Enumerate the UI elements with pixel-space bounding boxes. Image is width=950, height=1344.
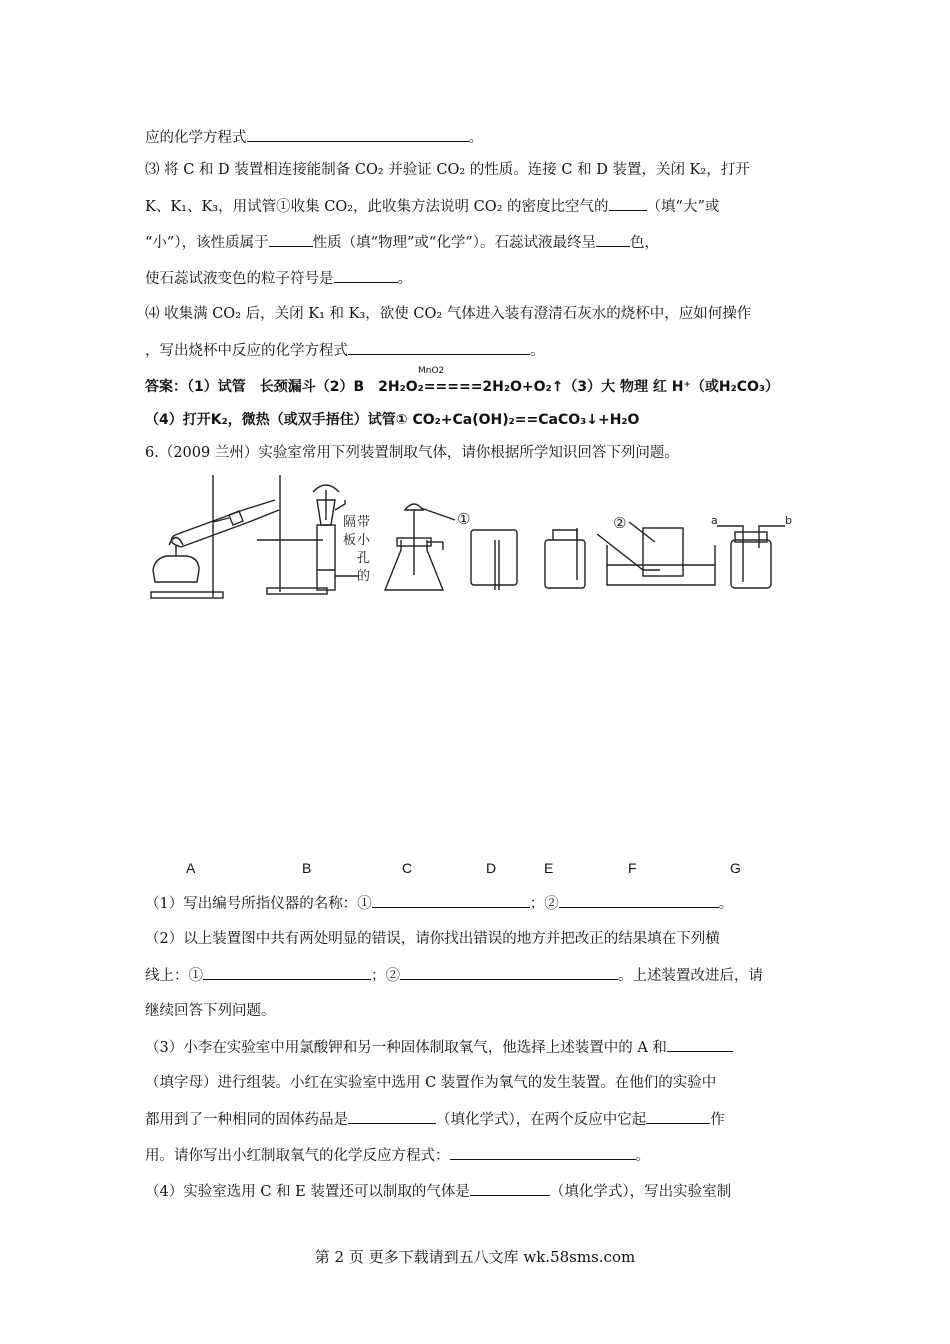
side-label-4: 小 <box>357 533 371 548</box>
q5-line-7: ，写出烧杯中反应的化学方程式 。 <box>145 340 545 361</box>
answer-blank[interactable] <box>400 965 618 980</box>
answer-blank[interactable] <box>372 893 530 908</box>
q6-p3-line1: （3）小李在实验室中用氯酸钾和另一种固体制取氧气，他选择上述装置中的 A 和 <box>145 1037 733 1058</box>
answer-blank[interactable] <box>646 1109 710 1124</box>
q5-line-1: 应的化学方程式 。 <box>145 127 483 148</box>
answer-blank[interactable] <box>247 127 469 142</box>
label-f: F <box>628 860 637 876</box>
answer-blank[interactable] <box>559 893 719 908</box>
marker-1: ① <box>457 510 471 528</box>
q5-line-4: “小”），该性质属于 性质（填“物理”或“化学”）。石蕊试液最终呈 色， <box>145 232 659 253</box>
label-g: G <box>730 860 741 876</box>
answer-blank[interactable] <box>667 1037 733 1052</box>
page-footer: 第 2 页 更多下载请到五八文库 wk.58sms.com <box>314 1248 636 1266</box>
answer-line-1: 答案：（1）试管 长颈漏斗（2）B 2H₂O₂=====2H₂O+O₂↑（3）大 物理 红 H⁺（或H₂CO₃） <box>145 379 780 395</box>
apparatus-d <box>471 530 517 590</box>
answer-blank[interactable] <box>269 232 313 247</box>
answer-blank[interactable] <box>450 1145 636 1160</box>
q6-p3-line4: 用。请你写出小红制取氧气的化学反应方程式： 。 <box>145 1145 650 1166</box>
q6-p1: （1）写出编号所指仪器的名称：① ；② 。 <box>145 893 733 914</box>
side-label-5: 孔 <box>357 551 371 566</box>
marker-2: ② <box>613 514 627 532</box>
answer-line-2: （4）打开K₂，微热（或双手捂住）试管① CO₂+Ca(OH)₂==CaCO₃↓+H₂O <box>145 412 640 428</box>
q6-title: 6.（2009 兰州）实验室常用下列装置制取气体，请你根据所学知识回答下列问题。 <box>145 445 679 461</box>
port-a-label: a <box>711 514 718 527</box>
answer-blank[interactable] <box>470 1181 550 1196</box>
answer-blank[interactable] <box>609 196 647 211</box>
apparatus-figure <box>145 470 805 610</box>
label-e: E <box>544 860 554 876</box>
q6-p3-line2: （填字母）进行组装。小红在实验室中选用 C 装置作为氧气的发生装置。在他们的实验中 <box>145 1075 717 1091</box>
answer-blank[interactable] <box>334 268 398 283</box>
catalyst-label: MnO2 <box>418 366 445 376</box>
q6-p2-line2: 线上：① ；② 。上述装置改进后，请 <box>145 965 763 986</box>
q5-line-2: ⑶ 将 C 和 D 装置相连接能制备 CO₂ 并验证 CO₂ 的性质。连接 C 和 D 装置，关闭 K₂，打开 <box>145 162 750 178</box>
q5-line-6: ⑷ 收集满 CO₂ 后，关闭 K₁ 和 K₃，欲使 CO₂ 气体进入装有澄清石灰水的烧杯中，应如何操作 <box>145 306 752 322</box>
port-b-label: b <box>785 514 792 527</box>
side-label-1: 隔 <box>343 515 357 530</box>
apparatus-c <box>385 504 455 590</box>
q5-line-5: 使石蕊试液变色的粒子符号是 。 <box>145 268 412 289</box>
apparatus-f <box>597 528 715 585</box>
label-d: D <box>486 860 497 876</box>
q6-p3-line3: 都用到了一种相同的固体药品是 （填化学式），在两个反应中它起 作 <box>145 1109 725 1130</box>
apparatus-e <box>545 528 585 588</box>
q5-line-3: K、K₁、K₃，用试管①收集 CO₂，此收集方法说明 CO₂ 的密度比空气的 （填“大”或 <box>145 196 719 217</box>
apparatus-a <box>151 475 279 598</box>
q6-p2-line1: （2）以上装置图中共有两处明显的错误，请你找出错误的地方并把改正的结果填在下列横 <box>145 931 720 947</box>
answer-blank[interactable] <box>596 232 630 247</box>
side-label-6: 的 <box>357 569 371 584</box>
side-label-2: 带 <box>357 515 371 530</box>
q6-p4-line1: （4）实验室选用 C 和 E 装置还可以制取的气体是 （填化学式），写出实验室制 <box>145 1181 731 1202</box>
apparatus-g <box>717 526 785 588</box>
label-b: B <box>302 860 312 876</box>
answer-blank[interactable] <box>203 965 371 980</box>
side-label-3: 板 <box>343 533 357 548</box>
answer-blank[interactable] <box>348 340 530 355</box>
label-c: C <box>402 860 413 876</box>
answer-blank[interactable] <box>348 1109 436 1124</box>
q6-p2-line3: 继续回答下列问题。 <box>145 1003 276 1019</box>
label-a: A <box>186 860 196 876</box>
